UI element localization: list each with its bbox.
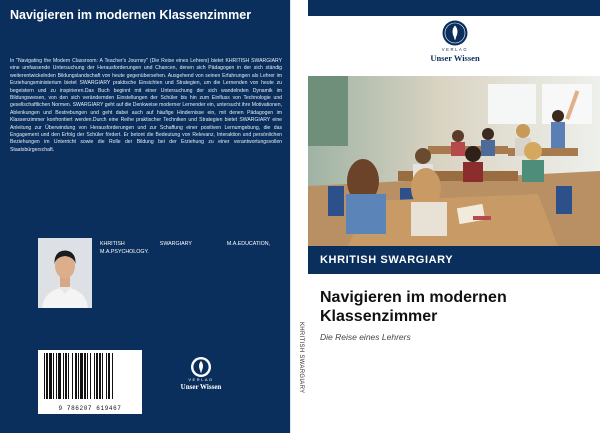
- classroom-photo: [308, 76, 600, 246]
- front-publisher-logo: [414, 20, 496, 70]
- publisher-emblem-icon: [171, 356, 231, 378]
- barcode-bar: [44, 353, 45, 399]
- back-cover-title: Navigieren im modernen Klassenzimmer: [10, 8, 252, 22]
- back-publisher-label: VERLAG: [188, 377, 214, 382]
- back-publisher-logo: [171, 356, 231, 400]
- barcode-bar: [84, 353, 86, 399]
- author-photo: [38, 238, 92, 308]
- front-author-band: [308, 246, 600, 274]
- barcode-bar: [112, 353, 113, 399]
- author-credentials-line1: KHRITISH SWARGIARY M.A.EDUCATION,: [100, 241, 270, 247]
- barcode-bar: [102, 353, 103, 399]
- barcode-bar: [53, 353, 54, 399]
- publisher-emblem-icon: [414, 20, 496, 48]
- barcode-bar: [99, 353, 101, 399]
- barcode-bar: [68, 353, 69, 399]
- barcode-bar: [63, 353, 64, 399]
- barcode-bar: [96, 353, 98, 399]
- back-cover-blurb: In "Navigating the Modern Classroom: A Teacher's Journey" (Die Reise eines Lehrers) bietet KHRITISH SWARGIARY eine umfassende Untersuchung der Herausforderungen und Chancen, denen sich Pädagogen in der sich ständig weiterentwickelnden Bildungslandschaft von heute gegenübersehen. Ausgehend von seinen Erfahrungen als Lehrer im Erziehungsministerium bietet SWARGIARY praktische Einsichten und Strategien, um die Lernenden von heute zu begeistern und zu inspirieren.Das Buch beginnt mit einer Untersuchung der sich wandelnden Dynamik im Bildungswesen, von den sich verändernden Einstellungen der Schüler bis hin zum Einfluss von Technologie und gesellschaftlichen Normen. SWARGIARY geht auf die Denkweise moderner Lernender ein, untersucht ihre Motivationen, Ablenkungen und Bestrebungen und geht dabei auch auf häufige Hindernisse ein, mit denen Pädagogen im Klassenzimmer konfrontiert werden.Durch eine Reihe praktischer Techniken und Strategien bietet SWARGIARY eine Anleitung zur Überwindung von Herausforderungen und zur Schaffung einer positiven Lernumgebung, die das Engagement und den Erfolg der Schüler fördert. Er betont die Bedeutung von Relevanz, Interaktion und persönlichen Beziehungen im Unterricht sowie die Rolle der Bildung bei der Erziehung zu einer verantwortungsvollen Staatsbürgerschaft.: [10, 58, 282, 153]
- front-publisher-name: Unser Wissen: [430, 53, 480, 63]
- front-book-subtitle: Die Reise eines Lehrers: [320, 332, 411, 342]
- spine-author: KHRITISH SWARGIARY: [298, 322, 304, 394]
- barcode-bars: [42, 353, 138, 399]
- barcode-bar: [90, 353, 91, 399]
- barcode-bar: [87, 353, 88, 399]
- front-top-bar: [308, 0, 600, 16]
- barcode-bar: [106, 353, 107, 399]
- author-credentials-line2: M.A.PSYCHOLOGY.: [100, 249, 149, 255]
- front-cover: [308, 0, 600, 433]
- barcode-bar: [75, 353, 77, 399]
- isbn-digits: 9 786207 619467: [58, 405, 122, 412]
- barcode-bar: [56, 353, 57, 399]
- barcode-bar: [49, 353, 52, 399]
- front-publisher-label: VERLAG: [441, 47, 469, 52]
- barcode-bar: [78, 353, 79, 399]
- barcode-bar: [94, 353, 95, 399]
- front-author-name: KHRITISH SWARGIARY: [320, 254, 454, 266]
- barcode-bar: [46, 353, 48, 399]
- author-credentials: [100, 240, 270, 256]
- back-publisher-name: Unser Wissen: [180, 383, 222, 391]
- barcode-bar: [72, 353, 73, 399]
- back-cover: [0, 0, 290, 433]
- barcode-bar: [80, 353, 83, 399]
- barcode-bar: [58, 353, 61, 399]
- barcode-bar: [65, 353, 67, 399]
- isbn-barcode: [38, 350, 142, 414]
- front-book-title: Navigieren im modernen Klassenzimmer: [320, 289, 507, 325]
- barcode-bar: [108, 353, 110, 399]
